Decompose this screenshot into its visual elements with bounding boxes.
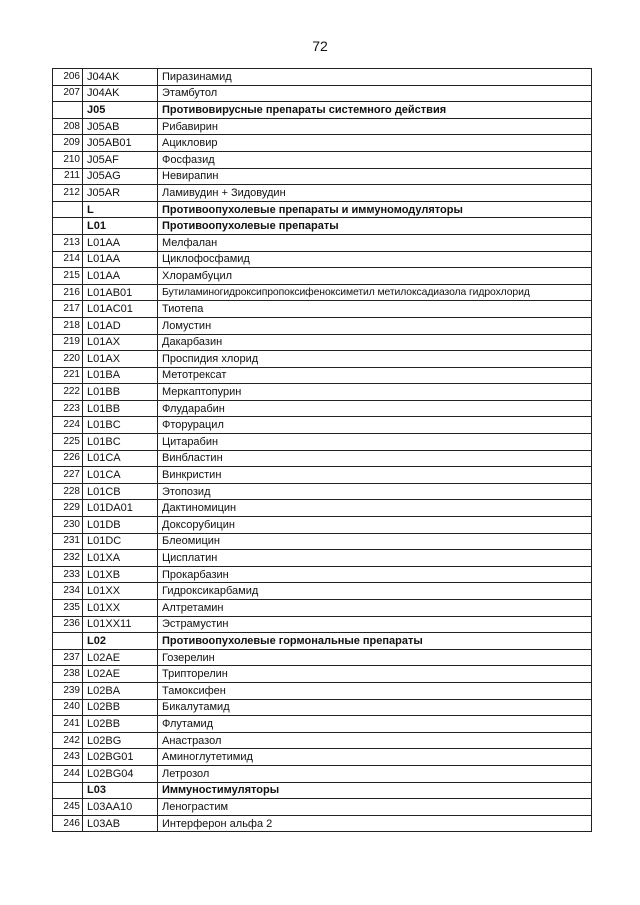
drug-name: Винкристин	[158, 467, 592, 484]
table-row	[53, 666, 592, 683]
drug-name: Флутамид	[158, 716, 592, 733]
row-number: 224	[53, 417, 83, 434]
drug-name: Гозерелин	[158, 649, 592, 666]
drug-name: Гидроксикарбамид	[158, 583, 592, 600]
row-number	[53, 782, 83, 799]
table-row	[53, 450, 592, 467]
drug-name: Трипторелин	[158, 666, 592, 683]
row-number: 217	[53, 301, 83, 318]
row-number: 219	[53, 334, 83, 351]
table-row	[53, 384, 592, 401]
table-row	[53, 699, 592, 716]
row-number: 231	[53, 533, 83, 550]
drug-list-body	[53, 69, 592, 832]
atc-code: L03AA10	[83, 799, 158, 816]
table-row	[53, 566, 592, 583]
table-row	[53, 301, 592, 318]
table-row	[53, 268, 592, 285]
table-row	[53, 317, 592, 334]
drug-name: Винбластин	[158, 450, 592, 467]
atc-code: L01BB	[83, 400, 158, 417]
atc-code: L01AA	[83, 268, 158, 285]
page-number: 72	[312, 38, 328, 54]
table-row	[53, 600, 592, 617]
drug-name: Фосфазид	[158, 151, 592, 168]
drug-name: Дактиномицин	[158, 500, 592, 517]
table-row	[53, 467, 592, 484]
row-number: 210	[53, 151, 83, 168]
drug-name: Меркаптопурин	[158, 384, 592, 401]
table-row	[53, 649, 592, 666]
table-row	[53, 284, 592, 301]
row-number: 223	[53, 400, 83, 417]
atc-code: L01DB	[83, 517, 158, 534]
row-number: 245	[53, 799, 83, 816]
drug-name: Ацикловир	[158, 135, 592, 152]
drug-name: Летрозол	[158, 765, 592, 782]
drug-name: Метотрексат	[158, 367, 592, 384]
table-row	[53, 69, 592, 86]
row-number: 226	[53, 450, 83, 467]
atc-code: L01AD	[83, 317, 158, 334]
table-row	[53, 251, 592, 268]
table-row	[53, 168, 592, 185]
drug-name: Эстрамустин	[158, 616, 592, 633]
row-number: 215	[53, 268, 83, 285]
table-row	[53, 351, 592, 368]
row-number: 233	[53, 566, 83, 583]
drug-name: Противоопухолевые препараты	[158, 218, 592, 235]
table-row	[53, 334, 592, 351]
drug-name: Мелфалан	[158, 234, 592, 251]
row-number	[53, 218, 83, 235]
atc-code: L02BG04	[83, 765, 158, 782]
table-row	[53, 716, 592, 733]
atc-code: L01XX	[83, 600, 158, 617]
row-number	[53, 201, 83, 218]
atc-code: L03	[83, 782, 158, 799]
drug-name: Алтретамин	[158, 600, 592, 617]
row-number: 235	[53, 600, 83, 617]
drug-name: Иммуностимуляторы	[158, 782, 592, 799]
table-row	[53, 517, 592, 534]
table-row	[53, 682, 592, 699]
atc-code: L01BC	[83, 417, 158, 434]
drug-name: Циклофосфамид	[158, 251, 592, 268]
row-number	[53, 633, 83, 650]
drug-name: Противовирусные препараты системного действия	[158, 102, 592, 119]
atc-code: L01CB	[83, 483, 158, 500]
atc-code: J05AF	[83, 151, 158, 168]
row-number: 243	[53, 749, 83, 766]
drug-name: Ленограстим	[158, 799, 592, 816]
row-number: 220	[53, 351, 83, 368]
atc-code: L02	[83, 633, 158, 650]
table-group-row	[53, 782, 592, 799]
atc-code: L03AB	[83, 815, 158, 832]
row-number: 229	[53, 500, 83, 517]
drug-name: Противоопухолевые гормональные препараты	[158, 633, 592, 650]
row-number: 221	[53, 367, 83, 384]
drug-name: Тамоксифен	[158, 682, 592, 699]
drug-name: Фторурацил	[158, 417, 592, 434]
atc-code: J05AB	[83, 118, 158, 135]
table-row	[53, 583, 592, 600]
drug-name: Проспидия хлорид	[158, 351, 592, 368]
row-number: 211	[53, 168, 83, 185]
drug-name: Дакарбазин	[158, 334, 592, 351]
table-row	[53, 799, 592, 816]
drug-name: Флударабин	[158, 400, 592, 417]
drug-name: Ломустин	[158, 317, 592, 334]
atc-code: L01XX11	[83, 616, 158, 633]
atc-code: L01AA	[83, 234, 158, 251]
row-number: 232	[53, 550, 83, 567]
drug-name: Анастразол	[158, 732, 592, 749]
atc-code: L01AC01	[83, 301, 158, 318]
atc-code: L02BB	[83, 699, 158, 716]
atc-code: L01BC	[83, 434, 158, 451]
drug-name: Аминоглутетимид	[158, 749, 592, 766]
table-row	[53, 118, 592, 135]
drug-name: Этопозид	[158, 483, 592, 500]
drug-name: Блеомицин	[158, 533, 592, 550]
atc-code: L01AX	[83, 351, 158, 368]
atc-code: L01AX	[83, 334, 158, 351]
atc-code: L01AB01	[83, 284, 158, 301]
drug-name: Цитарабин	[158, 434, 592, 451]
drug-name: Этамбутол	[158, 85, 592, 102]
atc-code: L01DA01	[83, 500, 158, 517]
drug-name: Тиотепа	[158, 301, 592, 318]
row-number: 214	[53, 251, 83, 268]
drug-name: Ламивудин + Зидовудин	[158, 185, 592, 202]
table-row	[53, 135, 592, 152]
table-row	[53, 434, 592, 451]
row-number: 209	[53, 135, 83, 152]
drug-name: Доксорубицин	[158, 517, 592, 534]
table-row	[53, 151, 592, 168]
row-number: 213	[53, 234, 83, 251]
drug-name: Невирапин	[158, 168, 592, 185]
row-number: 234	[53, 583, 83, 600]
atc-code: L01	[83, 218, 158, 235]
row-number: 241	[53, 716, 83, 733]
table-row	[53, 500, 592, 517]
atc-code: J04AK	[83, 69, 158, 86]
atc-code: J05AG	[83, 168, 158, 185]
table-group-row	[53, 102, 592, 119]
table-row	[53, 417, 592, 434]
drug-name: Хлорамбуцил	[158, 268, 592, 285]
row-number: 207	[53, 85, 83, 102]
atc-code: L01CA	[83, 450, 158, 467]
drug-name: Рибавирин	[158, 118, 592, 135]
row-number: 236	[53, 616, 83, 633]
row-number: 208	[53, 118, 83, 135]
table-row	[53, 616, 592, 633]
atc-code: L02BB	[83, 716, 158, 733]
atc-code: L01CA	[83, 467, 158, 484]
atc-code: J05AB01	[83, 135, 158, 152]
atc-code: L01AA	[83, 251, 158, 268]
row-number: 242	[53, 732, 83, 749]
drug-name: Бикалутамид	[158, 699, 592, 716]
atc-code: L01XX	[83, 583, 158, 600]
row-number: 216	[53, 284, 83, 301]
drug-name: Противоопухолевые препараты и иммуномодуляторы	[158, 201, 592, 218]
row-number: 240	[53, 699, 83, 716]
table-row	[53, 367, 592, 384]
drug-list-table	[52, 68, 592, 832]
atc-code: J04AK	[83, 85, 158, 102]
row-number: 244	[53, 765, 83, 782]
atc-code: J05AR	[83, 185, 158, 202]
row-number: 230	[53, 517, 83, 534]
table-row	[53, 815, 592, 832]
table-row	[53, 400, 592, 417]
row-number: 237	[53, 649, 83, 666]
table-group-row	[53, 218, 592, 235]
table-group-row	[53, 201, 592, 218]
atc-code: L01BB	[83, 384, 158, 401]
table-row	[53, 234, 592, 251]
row-number	[53, 102, 83, 119]
atc-code: L02BA	[83, 682, 158, 699]
table-row	[53, 765, 592, 782]
atc-code: L02BG01	[83, 749, 158, 766]
atc-code: L01XB	[83, 566, 158, 583]
table-row	[53, 749, 592, 766]
table-row	[53, 732, 592, 749]
table-row	[53, 533, 592, 550]
row-number: 246	[53, 815, 83, 832]
atc-code: L02AE	[83, 649, 158, 666]
table-row	[53, 185, 592, 202]
atc-code: L	[83, 201, 158, 218]
atc-code: L02AE	[83, 666, 158, 683]
atc-code: J05	[83, 102, 158, 119]
table-row	[53, 85, 592, 102]
atc-code: L02BG	[83, 732, 158, 749]
atc-code: L01DC	[83, 533, 158, 550]
drug-name: Прокарбазин	[158, 566, 592, 583]
table-row	[53, 483, 592, 500]
atc-code: L01BA	[83, 367, 158, 384]
table-group-row	[53, 633, 592, 650]
row-number: 239	[53, 682, 83, 699]
table-row	[53, 550, 592, 567]
row-number: 225	[53, 434, 83, 451]
row-number: 212	[53, 185, 83, 202]
row-number: 218	[53, 317, 83, 334]
drug-name: Интерферон альфа 2	[158, 815, 592, 832]
row-number: 222	[53, 384, 83, 401]
drug-name: Бутиламиногидроксипропоксифеноксиметил метилоксадиазола гидрохлорид	[158, 284, 592, 301]
row-number: 238	[53, 666, 83, 683]
drug-name: Цисплатин	[158, 550, 592, 567]
row-number: 206	[53, 69, 83, 86]
row-number: 228	[53, 483, 83, 500]
drug-name: Пиразинамид	[158, 69, 592, 86]
row-number: 227	[53, 467, 83, 484]
atc-code: L01XA	[83, 550, 158, 567]
